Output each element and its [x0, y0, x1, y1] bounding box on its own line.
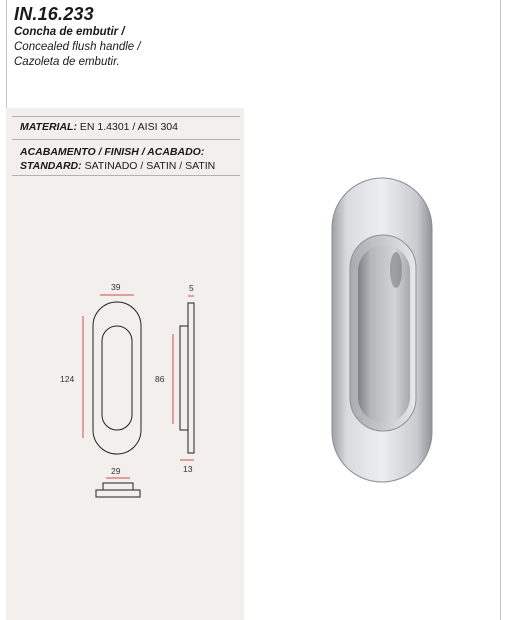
product-name-en: Concealed flush handle /	[14, 41, 141, 53]
dim-side-depth: 13	[183, 464, 193, 474]
front-outer-outline	[93, 302, 141, 454]
side-plate	[188, 303, 194, 453]
product-image	[300, 150, 460, 490]
finish-label: ACABAMENTO / FINISH / ACABADO:	[20, 146, 205, 158]
bottom-top-block	[103, 483, 133, 490]
product-name-es: Concha de embutir /	[14, 26, 125, 38]
dim-inner-height: 86	[155, 374, 165, 384]
product-code: IN.16.233	[14, 4, 94, 24]
technical-drawing	[0, 0, 250, 620]
material-label: MATERIAL:	[20, 121, 77, 133]
dim-depth: 5	[189, 283, 194, 293]
standard-value: SATINADO / SATIN / SATIN	[84, 160, 216, 172]
dim-width: 39	[111, 282, 121, 292]
dim-height: 124	[60, 374, 75, 384]
front-inner-outline	[102, 326, 132, 430]
product-name-es2: Cazoleta de embutir.	[14, 56, 120, 68]
side-body	[180, 326, 188, 430]
dim-bottom-width: 29	[111, 466, 121, 476]
standard-label: STANDARD:	[20, 160, 82, 172]
bottom-base-block	[96, 490, 140, 497]
right-border-line	[500, 0, 501, 620]
material-value: EN 1.4301 / AISI 304	[79, 121, 178, 133]
